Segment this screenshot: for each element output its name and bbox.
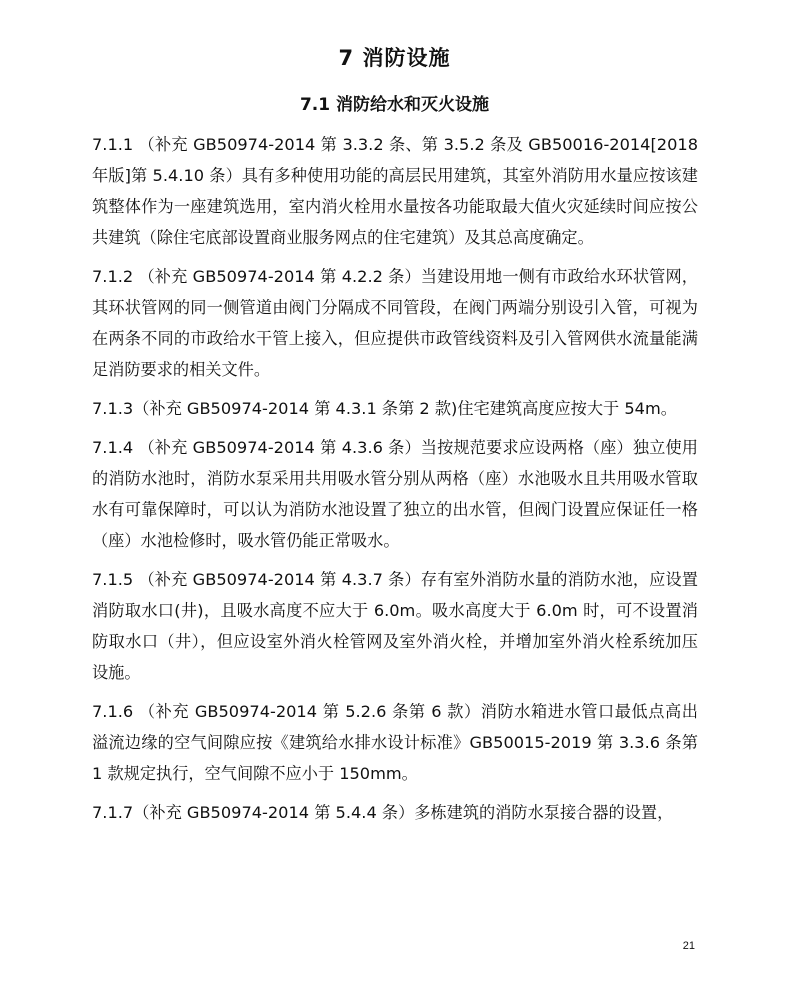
clause-7-1-7: 7.1.7（补充 GB50974-2014 第 5.4.4 条）多栋建筑的消防水泵接合器的设置， <box>92 803 674 822</box>
clause-7-1-2: 7.1.2 （补充 GB50974-2014 第 4.2.2 条）当建设用地一侧有市政给水环状管网，其环状管网的同一侧管道由阀门分隔成不同管段，在阀门两端分别设引入管，可视为在两条不同的市政给水干管上接入，但应提供市政管线资料及引入管网供水流量能满足消防要求的相关文件。 <box>92 267 698 379</box>
page-number: 21 <box>682 940 695 952</box>
clause-7-1-4: 7.1.4 （补充 GB50974-2014 第 4.3.6 条）当按规范要求应设两格（座）独立使用的消防水池时，消防水泵采用共用吸水管分别从两格（座）水池吸水且共用吸水管取水有可靠保障时，可以认为消防水池设置了独立的出水管，但阀门设置应保证任一格（座）水池检修时，吸水管仍能正常吸水。 <box>92 438 698 550</box>
chapter-title: 7 消防设施 <box>338 46 451 70</box>
clause-7-1-5: 7.1.5 （补充 GB50974-2014 第 4.3.7 条）存有室外消防水量的消防水池，应设置消防取水口(井)，且吸水高度不应大于 6.0m。吸水高度大于 6.0m 时，可不设置消防取水口（井），但应设室外消火栓管网及室外消火栓，并增加室外消火栓系统加压设施。 <box>92 570 698 682</box>
clause-7-1-1: 7.1.1 （补充 GB50974-2014 第 3.3.2 条、第 3.5.2 条及 GB50016-2014[2018 年版]第 5.4.10 条）具有多种使用功能的高层民用建筑，其室外消防用水量应按该建筑整体作为一座建筑选用，室内消火栓用水量按各功能取最大值火灾延续时间应按公共建筑（除住宅底部设置商业服务网点的住宅建筑）及其总高度确定。 <box>92 135 698 247</box>
clause-7-1-3: 7.1.3（补充 GB50974-2014 第 4.3.1 条第 2 款)住宅建筑高度应按大于 54m。 <box>92 399 677 418</box>
clause-list <box>92 129 698 836</box>
clause-7-1-6: 7.1.6 （补充 GB50974-2014 第 5.2.6 条第 6 款）消防水箱进水管口最低点高出溢流边缘的空气间隙应按《建筑给水排水设计标准》GB50015-2019 第 3.3.6 条第 1 款规定执行，空气间隙不应小于 150mm。 <box>92 702 698 783</box>
section-title: 7.1 消防给水和灭火设施 <box>299 95 490 115</box>
